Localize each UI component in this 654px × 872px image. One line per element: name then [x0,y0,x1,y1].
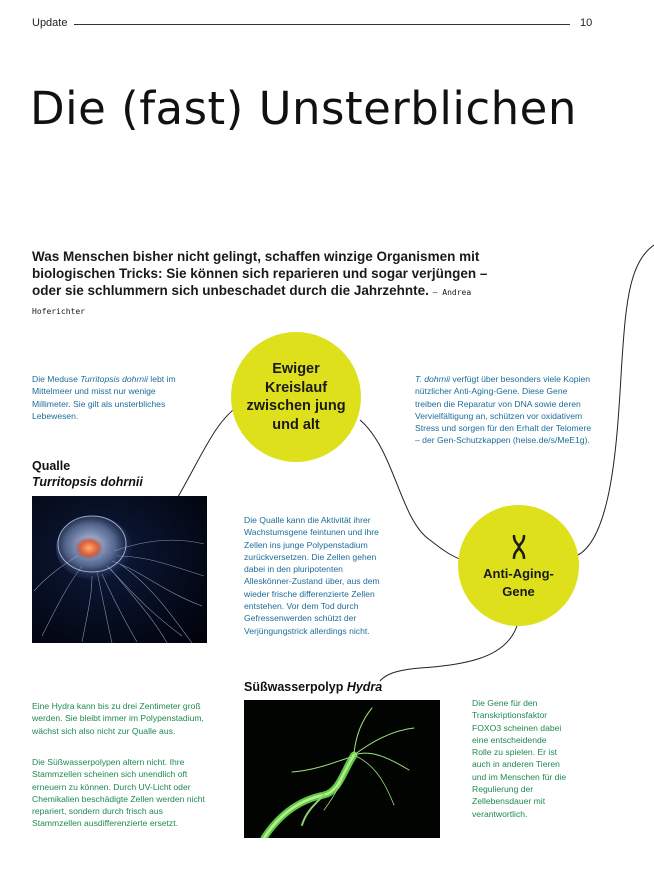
anti-aging-circle [458,505,579,626]
jellyfish-mechanism: Die Qualle kann die Aktivität ihrer Wachstumsgene feintunen und ihre Zellen ins junge Polypenstadium zurückversetzen. Die Zellen gehen dabei in den pluripotenten Alleskönner-Zustand über, aus dem wieder frische differenzierte Zellen entstehen. Vor dem Tod durch Gefressenwerden schützt der Verjüngungstrick allerdings nicht. [244,515,380,636]
section-label: Update [32,17,68,29]
foxo3-text: Die Gene für den Transkriptionsfaktor FOXO3 scheinen dabei eine entscheidende Rolle zu spielen. Er ist auch in anderen Tieren und im Menschen für die Regulierung der Zellebensdauer mit verantwortlich. [472,698,567,819]
anti-aging-circle-label: Anti-Aging-Gene [483,565,554,599]
hydra-size-text: Eine Hydra kann bis zu drei Zentimeter groß werden. Sie bleibt immer im Polypenstadium, wächst sich also nicht zur Qualle aus. [32,701,204,736]
author-credit: – Andrea Hoferichter [32,288,472,316]
connector-line-jellyfish [175,405,240,502]
genes-species: T. dohrnii [415,374,451,384]
jellyfish-intro-species: Turritopsis dohrnii [80,374,148,384]
intro-text: Was Menschen bisher nicht gelingt, schaffen winzige Organismen mit biologischen Tricks: Sie können sich reparieren und sogar verjüngen – oder sie schlummern sich unbeschadet durch die Jahrzehnte. [32,249,488,298]
jellyfish-intro-post: lebt im Mittelmeer und misst nur wenige Millimeter. Sie gilt als unsterbliches Lebewesen. [32,374,176,421]
genes-paragraph [415,373,595,447]
jellyfish-photo [32,496,207,643]
chromosome-icon [511,535,527,559]
cycle-circle-label: Ewiger Kreislauf zwischen jung und alt [246,361,346,433]
hydra-common-name: Süßwasserpolyp [244,680,347,694]
cycle-circle [231,332,361,462]
hydra-photo [244,700,440,838]
jellyfish-label [32,458,143,490]
connector-line-genes-hydra [380,626,517,681]
genes-text: verfügt über besonders viele Kopien nützlicher Anti-Aging-Gene. Diese Gene treiben die Reparatur von DNA sowie deren Vervielfältigung an, schützen vor oxidativem Stress und sorgen für den Erhalt der Telomere – der Gen-Schutzkappen (heise.de/s/MeE1g). [415,374,592,446]
page-number: 10 [580,17,593,29]
jellyfish-scientific-name: Turritopsis dohrnii [32,475,143,489]
hydra-aging-text: Die Süßwasserpolypen altern nicht. Ihre Stammzellen scheinen sich unendlich oft erneuern zu können. Durch UV-Licht oder Chemikalien beschädigte Zellen werden nicht repariert, sondern durch frisch aus Stammzellen ausdifferenzierte ersetzt. [32,757,205,829]
jellyfish-common-name: Qualle [32,459,71,473]
jellyfish-intro [32,373,182,422]
hydra-label [244,679,382,695]
hydra-scientific-name: Hydra [346,680,383,694]
jellyfish-intro-pre: Die Meduse [32,374,81,384]
page-title: Die (fast) Unsterblichen [30,82,577,135]
